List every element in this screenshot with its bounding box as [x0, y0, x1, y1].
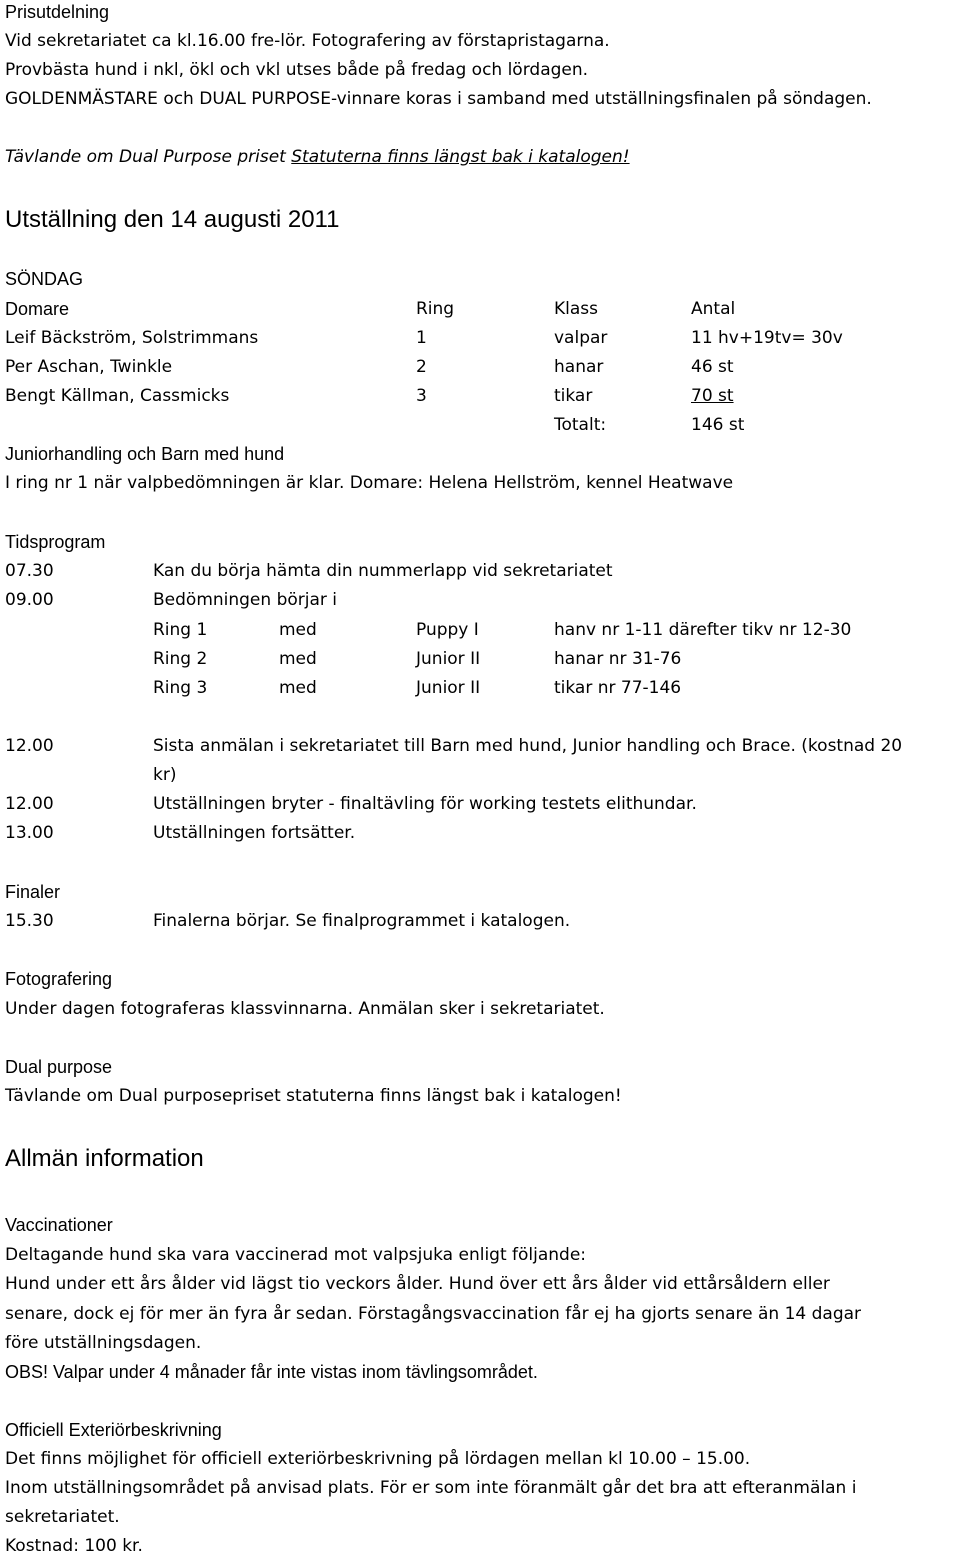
exterior-heading: Officiell Exteriörbeskrivning — [5, 1420, 222, 1440]
ring-med: med — [279, 620, 317, 640]
prisutdelning-heading: Prisutdelning — [5, 2, 110, 22]
schedule-text: Utställningen fortsätter. — [153, 823, 356, 843]
ring-name: Ring 2 — [153, 649, 208, 669]
schedule-time: 13.00 — [5, 823, 54, 843]
total-value: 146 st — [691, 415, 745, 435]
table-cell-ring: 2 — [416, 357, 427, 377]
table-cell-class: valpar — [554, 328, 608, 348]
schedule-time: 07.30 — [5, 561, 54, 581]
schedule-time: 12.00 — [5, 794, 54, 814]
ring-class: Junior II — [416, 649, 481, 669]
ring-med: med — [279, 649, 317, 669]
table-cell-count: 11 hv+19tv= 30v — [691, 328, 843, 348]
tidsprogram-heading: Tidsprogram — [5, 532, 106, 552]
table-cell-ring: 1 — [416, 328, 427, 348]
dual-purpose-text: Tävlande om Dual purposepriset statuterna finns längst bak i katalogen! — [5, 1086, 622, 1106]
table-header-klass: Klass — [554, 299, 599, 319]
exhibition-title: Utställning den 14 augusti 2011 — [5, 206, 340, 233]
schedule-time: 12.00 — [5, 736, 54, 756]
table-cell-count: 46 st — [691, 357, 734, 377]
allman-information-title: Allmän information — [5, 1145, 204, 1172]
junior-heading: Juniorhandling och Barn med hund — [5, 444, 285, 464]
vaccination-line: Hund under ett års ålder vid lägst tio veckors ålder. Hund över ett års ålder vid ettårsåldern eller — [5, 1274, 830, 1294]
finaler-heading: Finaler — [5, 882, 61, 902]
statutes-link[interactable]: Statuterna finns längst bak i katalogen! — [291, 147, 630, 167]
vaccination-line: senare, dock ej för mer än fyra år sedan. Förstagångsvaccination får ej ha gjorts senare än 14 dagar — [5, 1304, 862, 1324]
schedule-time: 09.00 — [5, 590, 54, 610]
schedule-text: Finalerna börjar. Se finalprogrammet i katalogen. — [153, 911, 571, 931]
vaccination-line: före utställningsdagen. — [5, 1333, 202, 1353]
ring-med: med — [279, 678, 317, 698]
table-header-domare: Domare — [5, 299, 70, 319]
dual-purpose-heading: Dual purpose — [5, 1057, 113, 1077]
day-heading: SÖNDAG — [5, 269, 84, 289]
table-header-antal: Antal — [691, 299, 736, 319]
ring-name: Ring 1 — [153, 620, 208, 640]
exterior-line: sekretariatet. — [5, 1507, 120, 1527]
table-cell-judge: Per Aschan, Twinkle — [5, 357, 173, 377]
table-cell-judge: Bengt Källman, Cassmicks — [5, 386, 230, 406]
ring-numbers: hanv nr 1-11 därefter tikv nr 12-30 — [554, 620, 852, 640]
schedule-text: Bedömningen börjar i — [153, 590, 338, 610]
fotografering-heading: Fotografering — [5, 969, 113, 989]
ring-name: Ring 3 — [153, 678, 208, 698]
fotografering-text: Under dagen fotograferas klassvinnarna. Anmälan sker i sekretariatet. — [5, 999, 605, 1019]
table-cell-judge: Leif Bäckström, Solstrimmans — [5, 328, 259, 348]
table-cell-class: hanar — [554, 357, 604, 377]
table-cell-class: tikar — [554, 386, 593, 406]
table-cell-count: 70 st — [691, 386, 734, 406]
vaccination-line: Deltagande hund ska vara vaccinerad mot valpsjuka enligt följande: — [5, 1245, 587, 1265]
table-header-ring: Ring — [416, 299, 455, 319]
schedule-text: kr) — [153, 765, 177, 785]
schedule-time: 15.30 — [5, 911, 54, 931]
ring-class: Puppy I — [416, 620, 479, 640]
ring-class: Junior II — [416, 678, 481, 698]
exterior-line: Det finns möjlighet för officiell exteriörbeskrivning på lördagen mellan kl 10.00 – 15.00. — [5, 1449, 751, 1469]
total-label: Totalt: — [554, 415, 607, 435]
obs-warning: OBS! Valpar under 4 månader får inte vistas inom tävlingsområdet. — [5, 1362, 538, 1382]
exterior-cost: Kostnad: 100 kr. — [5, 1536, 143, 1556]
junior-text: I ring nr 1 när valpbedömningen är klar. Domare: Helena Hellström, kennel Heatwave — [5, 473, 734, 493]
ring-numbers: tikar nr 77-146 — [554, 678, 682, 698]
prisutdelning-line: Provbästa hund i nkl, ökl och vkl utses både på fredag och lördagen. — [5, 60, 589, 80]
prisutdelning-line: Vid sekretariatet ca kl.16.00 fre-lör. Fotografering av förstapristagarna. — [5, 31, 610, 51]
schedule-text: Utställningen bryter - finaltävling för working testets elithundar. — [153, 794, 697, 814]
schedule-text: Sista anmälan i sekretariatet till Barn med hund, Junior handling och Brace. (kostnad 20 — [153, 736, 903, 756]
schedule-text: Kan du börja hämta din nummerlapp vid sekretariatet — [153, 561, 613, 581]
vaccinationer-heading: Vaccinationer — [5, 1215, 113, 1235]
table-cell-ring: 3 — [416, 386, 427, 406]
exterior-line: Inom utställningsområdet på anvisad plats. För er som inte föranmält går det bra att efteranmälan i — [5, 1478, 857, 1498]
ring-numbers: hanar nr 31-76 — [554, 649, 682, 669]
dual-purpose-note-text: Tävlande om Dual Purpose priset — [5, 147, 292, 167]
dual-purpose-note — [5, 146, 630, 168]
prisutdelning-line: GOLDENMÄSTARE och DUAL PURPOSE-vinnare koras i samband med utställningsfinalen på söndagen. — [5, 89, 872, 109]
